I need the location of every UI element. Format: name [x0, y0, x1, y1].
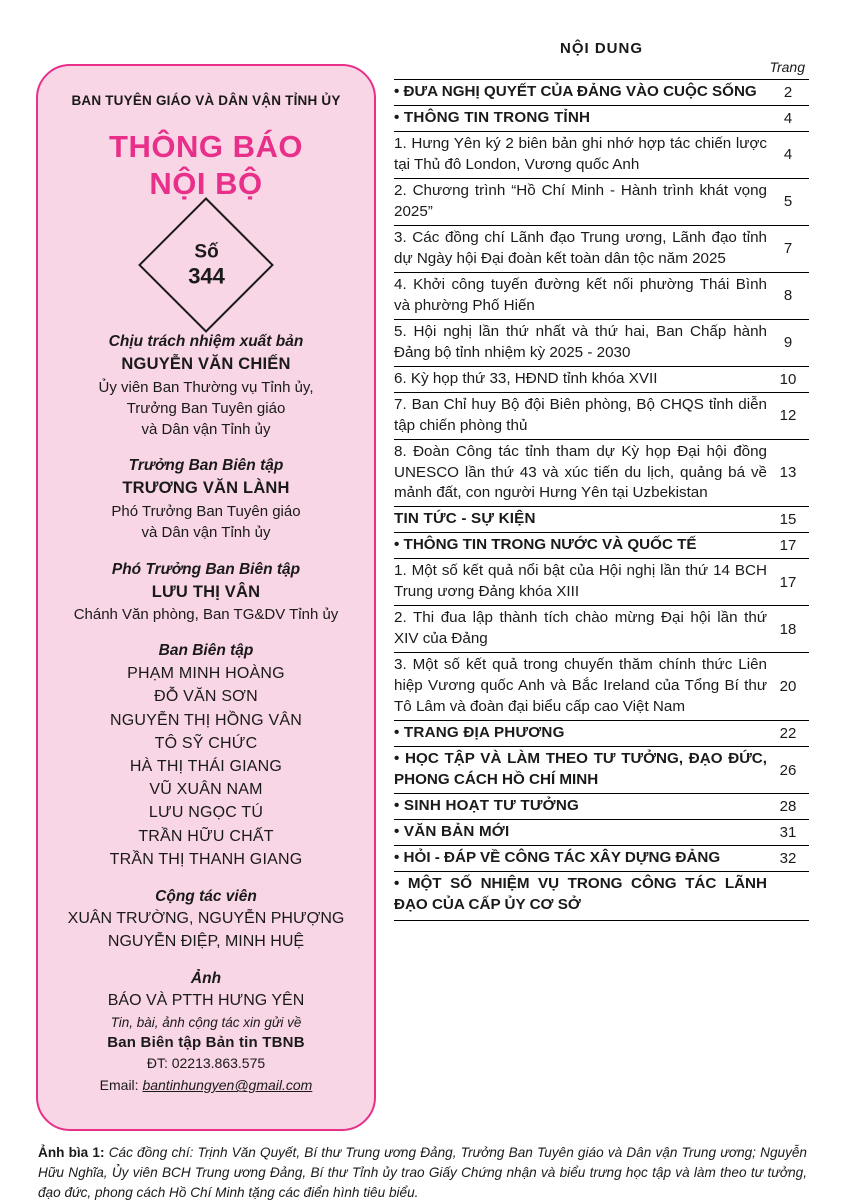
toc-entry-text: • MỘT SỐ NHIỆM VỤ TRONG CÔNG TÁC LÃNH ĐẠO CỦA CẤP ỦY CƠ SỞ	[394, 871, 767, 917]
toc-entry-page: 8	[767, 272, 809, 319]
table-row[interactable]	[394, 131, 809, 178]
publication-title	[56, 128, 356, 204]
toc-entry-text: 8. Đoàn Công tác tỉnh tham dự Kỳ họp Đại hội đồng UNESCO lần thứ 43 và xúc tiến du lịch, quảng bá về mảnh đất, con người Hưng Yên tại Uzbekistan	[394, 439, 767, 507]
toc-entry-page: 17	[767, 533, 809, 559]
photo-credit-source: BÁO VÀ PTTH HƯNG YÊN	[107, 992, 305, 1010]
table-row[interactable]	[394, 653, 809, 721]
list-item: TRẦN THỊ THANH GIANG	[109, 850, 303, 868]
table-row[interactable]	[394, 533, 809, 559]
responsible-publisher-block	[56, 331, 356, 440]
toc-entry-page: 17	[767, 559, 809, 606]
editorial-board-role: Ban Biên tập	[158, 642, 254, 660]
deputy-editor-name: LƯU THỊ VÂN	[151, 582, 261, 601]
table-row[interactable]	[394, 820, 809, 846]
publisher-organization: BAN TUYÊN GIÁO VÀ DÂN VẬN TỈNH ỦY	[71, 93, 341, 108]
list-item: PHẠM MINH HOÀNG	[127, 665, 285, 683]
responsible-publisher-sub3: và Dân vận Tỉnh ủy	[141, 421, 271, 439]
toc-entry-page: 28	[767, 794, 809, 820]
toc-entry-page: 26	[767, 747, 809, 794]
toc-entry-page: 20	[767, 653, 809, 721]
photo-credit-block	[56, 968, 356, 1096]
toc-entry-page: 12	[767, 392, 809, 439]
photo-credit-role: Ảnh	[190, 970, 222, 988]
toc-entry-text: • TRANG ĐỊA PHƯƠNG	[394, 721, 767, 747]
issue-label: Số	[193, 241, 219, 263]
list-item: HÀ THỊ THÁI GIANG	[129, 757, 283, 775]
table-row[interactable]	[394, 225, 809, 272]
responsible-publisher-role: Chịu trách nhiệm xuất bản	[108, 333, 304, 351]
toc-entry-page: 32	[767, 846, 809, 872]
toc-entry-text: 3. Một số kết quả trong chuyến thăm chính thức Liên hiệp Vương quốc Anh và Bắc Ireland của Tổng Bí thư Tô Lâm và đoàn đại biểu cấp cao Việt Nam	[394, 653, 767, 721]
collaborators-role: Cộng tác viên	[155, 887, 257, 905]
toc-entry-text: • SINH HOẠT TƯ TƯỞNG	[394, 794, 767, 820]
toc-entry-text: • HỌC TẬP VÀ LÀM THEO TƯ TƯỞNG, ĐẠO ĐỨC, PHONG CÁCH HỒ CHÍ MINH	[394, 747, 767, 794]
list-item: TÔ SỸ CHỨC	[154, 734, 258, 752]
cover-photo-caption	[36, 1143, 809, 1202]
responsible-publisher-name: NGUYỄN VĂN CHIẾN	[121, 355, 291, 374]
toc-entry-text: • THÔNG TIN TRONG NƯỚC VÀ QUỐC TẾ	[394, 533, 767, 559]
table-row[interactable]	[394, 272, 809, 319]
toc-entry-text: TIN TỨC - SỰ KIỆN	[394, 507, 767, 533]
toc-entry-text: 2. Thi đua lập thành tích chào mừng Đại hội lần thứ XIV của Đảng	[394, 606, 767, 653]
toc-entry-page: 7	[767, 225, 809, 272]
toc-entry-page: 10	[767, 366, 809, 392]
toc-entry-page: 4	[767, 131, 809, 178]
table-row[interactable]	[394, 178, 809, 225]
toc-entry-page: 15	[767, 507, 809, 533]
contact-email-line	[56, 1076, 356, 1096]
toc-entry-text: 2. Chương trình “Hồ Chí Minh - Hành trình khát vọng 2025”	[394, 178, 767, 225]
table-row[interactable]	[394, 794, 809, 820]
toc-entry-text: 4. Khởi công tuyến đường kết nối phường Thái Bình và phường Phố Hiến	[394, 272, 767, 319]
list-item: VŨ XUÂN NAM	[149, 781, 263, 799]
toc-entry-page: 13	[767, 439, 809, 507]
toc-entry-page: 9	[767, 319, 809, 366]
table-row[interactable]	[394, 366, 809, 392]
table-row[interactable]	[394, 319, 809, 366]
toc-table	[394, 79, 809, 918]
issue-number: 344	[187, 263, 225, 289]
toc-entry-text: • ĐƯA NGHỊ QUYẾT CỦA ĐẢNG VÀO CUỘC SỐNG	[394, 80, 767, 106]
responsible-publisher-sub1: Ủy viên Ban Thường vụ Tỉnh ủy,	[98, 378, 314, 396]
toc-entry-text: 1. Hưng Yên ký 2 biên bản ghi nhớ hợp tác chiến lược tại Thủ đô London, Vương quốc Anh	[394, 131, 767, 178]
toc-entry-page: 5	[767, 178, 809, 225]
toc-entry-page: 18	[767, 606, 809, 653]
list-item: NGUYỄN THỊ HỒNG VÂN	[110, 711, 302, 729]
list-item: ĐỖ VĂN SƠN	[154, 688, 258, 706]
table-row[interactable]	[394, 606, 809, 653]
editor-in-chief-block	[56, 455, 356, 543]
table-row[interactable]	[394, 747, 809, 794]
editorial-board-block	[56, 640, 356, 871]
collaborators-line1: XUÂN TRƯỜNG, NGUYỄN PHƯỢNG	[67, 909, 345, 927]
submission-recipient: Ban Biên tập Bản tin TBNB	[107, 1034, 305, 1052]
diamond-content	[188, 242, 225, 289]
toc-entry-text: 7. Ban Chỉ huy Bộ đội Biên phòng, Bộ CHQS tỉnh diễn tập chiến phòng thủ	[394, 392, 767, 439]
toc-entry-text: 3. Các đồng chí Lãnh đạo Trung ương, Lãnh đạo tỉnh dự Ngày hội Đại đoàn kết toàn dân tộc năm 2025	[394, 225, 767, 272]
table-of-contents	[394, 40, 809, 921]
editor-in-chief-name: TRƯƠNG VĂN LÀNH	[122, 479, 290, 498]
table-row[interactable]	[394, 392, 809, 439]
deputy-editor-block	[56, 559, 356, 626]
list-item: TRẦN HỮU CHẤT	[138, 827, 274, 845]
collaborators-block	[56, 886, 356, 953]
submission-note: Tin, bài, ảnh cộng tác xin gửi về	[110, 1015, 302, 1031]
email-address[interactable]: bantinhungyen@gmail.com	[142, 1077, 313, 1094]
toc-entry-text: 6. Kỳ họp thứ 33, HĐND tỉnh khóa XVII	[394, 366, 767, 392]
collaborators-line2: NGUYỄN ĐIỆP, MINH HUỆ	[107, 932, 305, 950]
deputy-editor-sub: Chánh Văn phòng, Ban TG&DV Tỉnh ủy	[73, 605, 339, 623]
cover-photo-caption-text: Các đồng chí: Trịnh Văn Quyết, Bí thư Trung ương Đảng, Trưởng Ban Tuyên giáo và Dân vận Trung ương; Nguyễn Hữu Nghĩa, Ủy viên BCH Trung ương Đảng, Bí thư Tỉnh ủy trao Giấy Chứng nhận và biểu trưng học tập và làm theo tư tưởng, đạo đức, phong cách Hồ Chí Minh tặng các điển hình tiêu biểu.	[38, 1145, 807, 1200]
toc-entry-page	[767, 871, 809, 917]
contact-phone: ĐT: 02213.863.575	[146, 1054, 266, 1071]
toc-title: NỘI DUNG	[560, 40, 643, 57]
toc-entry-text: 5. Hội nghị lần thứ nhất và thứ hai, Ban Chấp hành Đảng bộ tỉnh nhiệm kỳ 2025 - 2030	[394, 319, 767, 366]
editorial-board-members	[56, 662, 356, 871]
diamond-shape	[138, 197, 274, 333]
toc-entry-page: 2	[767, 80, 809, 106]
table-row[interactable]	[394, 105, 809, 131]
table-row[interactable]	[394, 871, 809, 917]
toc-entry-page: 4	[767, 105, 809, 131]
editor-in-chief-sub1: Phó Trưởng Ban Tuyên giáo	[111, 502, 301, 520]
toc-entry-page: 22	[767, 721, 809, 747]
editor-in-chief-role: Trưởng Ban Biên tập	[128, 457, 284, 475]
table-row[interactable]	[394, 559, 809, 606]
toc-bottom-divider	[394, 920, 809, 921]
toc-entry-page: 31	[767, 820, 809, 846]
issue-number-badge	[56, 217, 356, 313]
masthead-panel	[36, 64, 376, 1131]
page-columns	[36, 40, 809, 1131]
table-row[interactable]	[394, 439, 809, 507]
cover-photo-caption-label: Ảnh bìa 1:	[38, 1145, 105, 1161]
toc-page-column-label: Trang	[769, 59, 805, 75]
publication-title-line2: NỘI BỘ	[149, 166, 263, 202]
table-row[interactable]	[394, 721, 809, 747]
toc-entry-text: • VĂN BẢN MỚI	[394, 820, 767, 846]
toc-entry-text: 1. Một số kết quả nổi bật của Hội nghị lần thứ 14 BCH Trung ương Đảng khóa XIII	[394, 559, 767, 606]
table-row[interactable]	[394, 80, 809, 106]
deputy-editor-role: Phó Trưởng Ban Biên tập	[111, 560, 301, 578]
table-row[interactable]	[394, 507, 809, 533]
table-row[interactable]	[394, 846, 809, 872]
list-item: LƯU NGỌC TÚ	[148, 804, 264, 822]
email-label: Email:	[99, 1077, 139, 1094]
toc-entry-text: • THÔNG TIN TRONG TỈNH	[394, 105, 767, 131]
publication-title-line1: THÔNG BÁO	[109, 128, 303, 164]
editor-in-chief-sub2: và Dân vận Tỉnh ủy	[141, 524, 271, 542]
responsible-publisher-sub2: Trưởng Ban Tuyên giáo	[126, 399, 286, 417]
toc-entry-text: • HỎI - ĐÁP VỀ CÔNG TÁC XÂY DỰNG ĐẢNG	[394, 846, 767, 872]
